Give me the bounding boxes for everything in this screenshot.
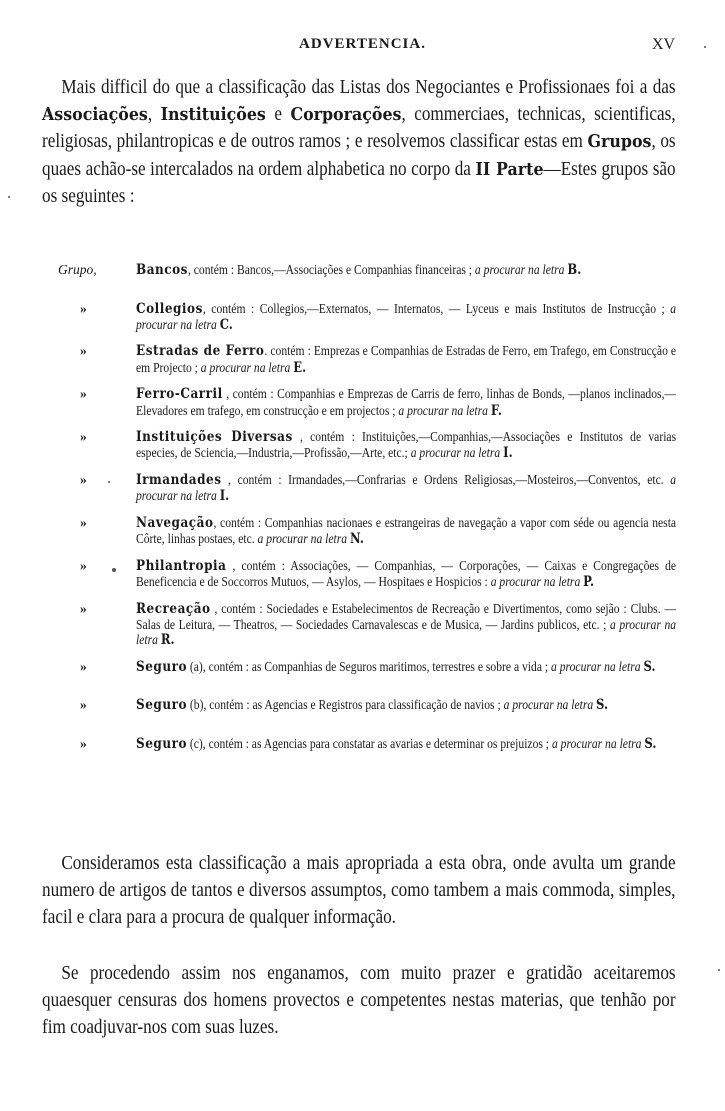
group-lookup: a procurar na letra	[257, 531, 348, 547]
group-name: Instituições Diversas	[136, 429, 293, 446]
group-lookup: a procurar na letra	[410, 445, 501, 461]
group-lookup: a procurar na letra	[136, 300, 677, 332]
scan-speck	[112, 568, 116, 572]
group-name: Bancos	[136, 262, 188, 278]
group-letter: I.	[219, 488, 230, 505]
group-lookup: a procurar na letra	[136, 472, 677, 504]
ditto-mark: »	[80, 735, 87, 751]
group-name: Irmandades	[136, 472, 222, 489]
group-letter: S.	[644, 735, 657, 752]
group-description: contém : Bancos,—Associações e Companhias financeiras ;	[190, 262, 475, 277]
intro-text: , commerciaes, technicas, scientificas, religiosas, philantropicas e de outros ramos ; e resolvemos classificar estas em	[42, 104, 676, 153]
group-lookup: a procurar na letra	[551, 735, 642, 751]
group-letter: S.	[643, 658, 656, 675]
group-lead: Grupo,	[58, 262, 97, 277]
list-item	[58, 601, 678, 649]
group-letter: R.	[160, 632, 175, 649]
term-instituicoes: Instituições	[160, 104, 266, 126]
ditto-mark: »	[80, 429, 87, 445]
group-lookup: a procurar na letra	[136, 617, 677, 648]
intro-paragraph	[42, 74, 676, 210]
scan-speck	[704, 46, 706, 48]
group-lookup: a procurar na letra	[474, 262, 565, 277]
group-name: Ferro-Carril	[136, 386, 223, 403]
group-name: Seguro	[136, 697, 188, 714]
group-name: Collegios	[136, 300, 203, 317]
intro-text: e	[265, 104, 291, 126]
group-letter: I.	[503, 445, 513, 462]
group-lookup: a procurar na letra	[503, 697, 594, 713]
group-description: contém : Companhias nacionaes e estrangeiras de navegação a vapor com séde ou agencia nesta Côrte, linhas postaes, etc.	[136, 515, 677, 547]
group-letter: B.	[567, 262, 582, 278]
intro-text: —Estes grupos são os seguintes :	[42, 158, 676, 207]
ditto-mark: »	[80, 472, 87, 488]
group-description: contém : as Agencias e Registros para classificação de navios ;	[206, 697, 504, 713]
page-header	[0, 34, 725, 56]
closing-text: Se procedendo assim nos enganamos, com muito prazer e gratidão aceitaremos quaesquer censuras dos homens provectos e competentes nestas materias, que tenhão por fim coadjuvar-nos com suas luzes.	[42, 963, 676, 1039]
group-description: contém : Instituições,—Companhias,—Associações e Institutos de varias especies, de Sciencia,—Industria,—Profissão,—Arte, etc.;	[136, 429, 677, 461]
intro-text: ,	[147, 104, 161, 126]
group-suffix: ,	[221, 472, 232, 488]
list-item	[58, 736, 678, 764]
ditto-mark: »	[80, 658, 87, 674]
group-lookup: a procurar na letra	[551, 658, 641, 674]
term-associacoes: Associações	[42, 104, 148, 126]
closing-paragraph-1	[42, 850, 676, 932]
list-item	[58, 262, 678, 290]
group-name: Seguro	[136, 735, 188, 752]
ditto-mark: »	[80, 515, 87, 531]
group-description: contém : Collegios,—Externatos, — Internatos, — Lyceus e mais Institutos de Instrucção ;	[205, 300, 671, 316]
group-lookup: a procurar na letra	[398, 402, 488, 418]
ditto-mark: »	[80, 697, 87, 713]
group-suffix: ,	[210, 600, 218, 616]
list-item	[58, 301, 678, 333]
group-suffix: ,	[292, 429, 303, 445]
group-lookup: a procurar na letra	[200, 359, 291, 375]
group-name: Estradas de Ferro	[136, 343, 265, 360]
group-name: Philantropia	[136, 557, 227, 574]
group-suffix: .	[264, 343, 268, 359]
term-ii-parte: II Parte	[475, 158, 544, 180]
group-letter: N.	[350, 531, 364, 548]
group-letter: E.	[293, 359, 307, 376]
ditto-mark: »	[80, 343, 87, 359]
term-corporacoes: Corporações	[290, 104, 402, 126]
section-title: ADVERTENCIA.	[299, 36, 426, 52]
group-suffix: ,	[187, 262, 191, 277]
group-letter: S.	[596, 697, 609, 714]
group-suffix: (b),	[187, 697, 207, 713]
ditto-mark: »	[80, 557, 87, 573]
page-number: XV	[652, 36, 676, 53]
list-item	[58, 697, 678, 725]
group-letter: F.	[490, 402, 502, 419]
group-suffix: ,	[202, 300, 206, 316]
group-letter: C.	[219, 316, 233, 333]
group-suffix: (a),	[187, 658, 206, 674]
ditto-mark: »	[80, 386, 87, 402]
term-grupos: Grupos	[587, 131, 652, 153]
list-item	[58, 558, 678, 590]
scan-speck	[718, 969, 720, 971]
group-suffix: (c),	[187, 735, 206, 751]
group-letter: P.	[583, 574, 595, 591]
group-description: contém : as Companhias de Seguros maritimos, terrestres e sobre a vida ;	[205, 658, 552, 674]
group-suffix: ,	[213, 515, 217, 531]
list-item	[58, 659, 678, 687]
list-item	[58, 472, 678, 504]
list-item	[58, 343, 678, 375]
scan-speck	[108, 481, 110, 483]
list-item	[58, 386, 678, 418]
group-suffix: ,	[222, 386, 230, 402]
group-name: Recreação	[136, 600, 211, 617]
ditto-mark: »	[80, 300, 87, 316]
group-name: Seguro	[136, 658, 188, 675]
closing-text: Consideramos esta classificação a mais apropriada a esta obra, onde avulta um grande numero de artigos de tantos e diversos assumptos, como tambem a mais commoda, simples, facil e clara para a procura de qualquer informação.	[42, 853, 676, 929]
group-description: contém : Sociedades e Estabelecimentos de Recreação e Divertimentos, como sejão : Clubs. — Salas de Leitura, — Theatros, — Sociedades Carnavalescas e de Musica, — Jardins publicos, etc. ;	[136, 600, 677, 633]
group-lookup: a procurar na letra	[490, 574, 581, 590]
groups-list	[58, 262, 678, 774]
group-description: contém : Associações, — Companhias, — Corporações, — Caixas e Congregações de Beneficencia e de Soccorros Mutuos, — Asylos, — Hospitaes e Hospicios :	[136, 557, 677, 590]
list-item	[58, 515, 678, 547]
group-description: contém : Irmandades,—Confrarias e Ordens Religiosas,—Mosteiros,—Conventos, etc.	[231, 472, 671, 488]
group-description: contém : as Agencias para constatar as avarias e determinar os prejuizos ;	[205, 735, 552, 751]
scan-speck	[8, 196, 10, 198]
intro-text: , os quaes achão-se intercalados na ordem alphabetica no corpo da	[42, 131, 676, 180]
group-description: contém : Companhias e Emprezas de Carris de ferro, linhas de Bonds, —planos inclinados,—Elevadores em trafego, em construcção e em projectos ;	[136, 386, 677, 418]
group-suffix: ,	[226, 557, 236, 573]
list-item	[58, 429, 678, 461]
group-description: contém : Emprezas e Companhias de Estradas de Ferro, em Trafego, em Construcção e em Projecto ;	[136, 343, 677, 375]
group-name: Navegação	[136, 515, 214, 532]
ditto-mark: »	[80, 600, 87, 616]
intro-text: Mais difficil do que a classificação das Listas dos Negociantes e Profissionaes foi a das	[61, 77, 676, 98]
closing-paragraph-2	[42, 960, 676, 1042]
